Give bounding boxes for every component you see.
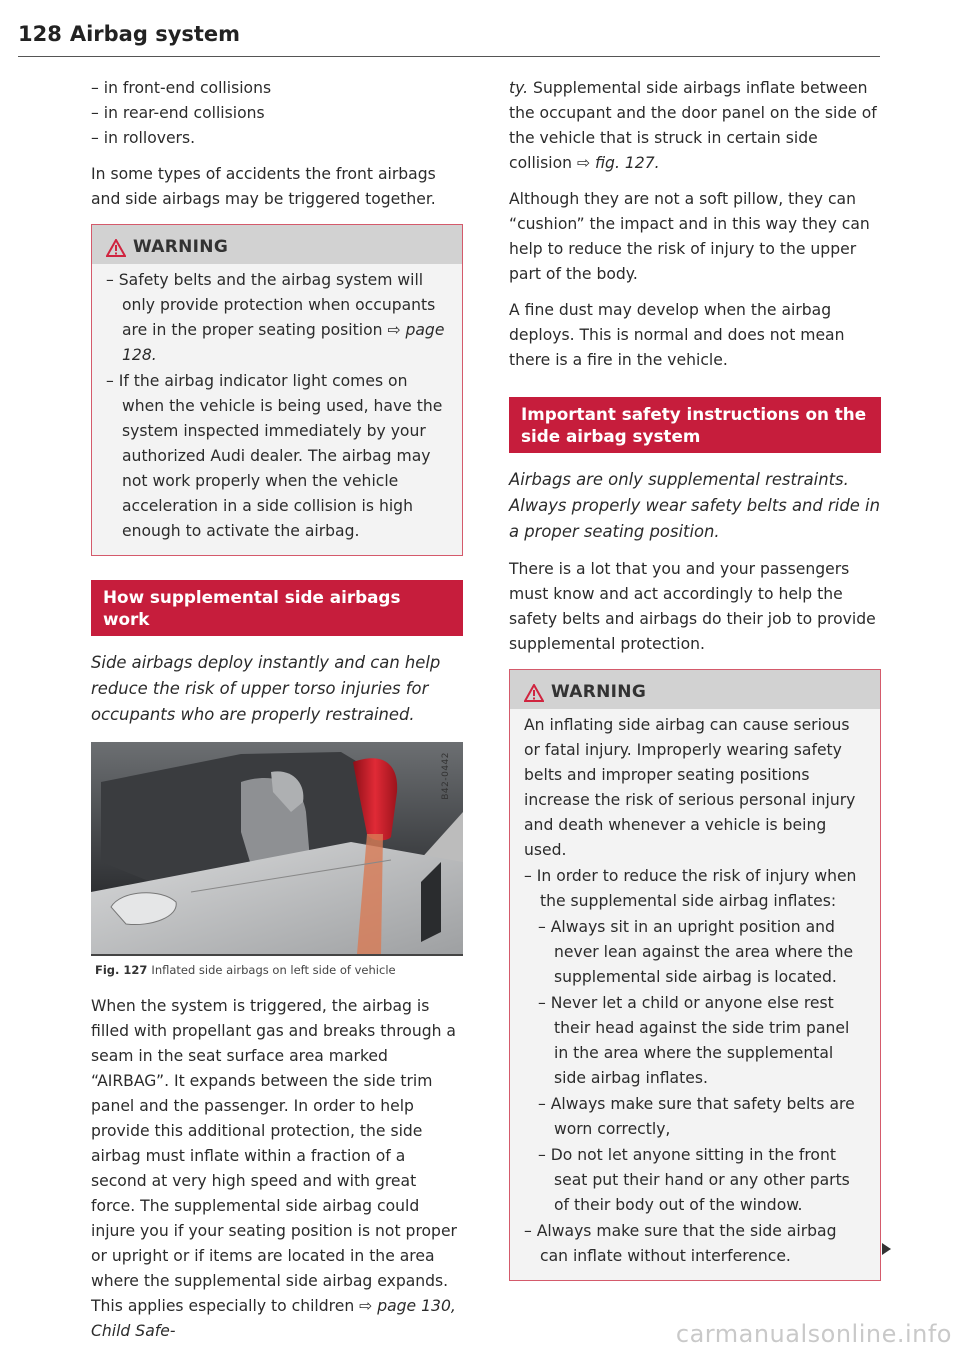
warning-subitem: – Never let a child or anyone else rest their head against the side trim panel in the area where the supplemental side airbag inflates. (538, 994, 850, 1087)
warning-icon (524, 684, 544, 702)
page-reference[interactable]: ⇨ page 130, Child Safe- (91, 1297, 456, 1340)
paragraph-cushion: Although they are not a soft pillow, they can “cushion” the impact and in this way they can help to reduce the risk of injury to the upper part of the body. (509, 190, 870, 283)
figure-reference[interactable]: ⇨ fig. 127. (576, 154, 660, 172)
warning-header (92, 225, 462, 264)
warning-icon (106, 239, 126, 257)
figure-image (91, 742, 463, 956)
watermark: carmanualsonline.info (675, 1320, 952, 1348)
bullet-front: – in front-end collisions (91, 79, 272, 97)
figure-label: Fig. 127 (95, 963, 148, 977)
section-intro: Airbags are only supplemental restraints. Always properly wear safety belts and ride in a proper seating position. (509, 470, 880, 541)
paragraph-trigger: When the system is triggered, the airbag is filled with propellant gas and breaks through a seam in the seat surface area marked “AIRBAG”. It expands between the side trim panel and the passenger. In order to help provide this additional protection, the side airbag must inflate within a fraction of a second at very high speed and with great force. The supplemental side airbag could injure you if your seating position is not proper or upright or if items are located in the area where the supplemental side airbag expands. This applies especially to children ⇨ page 130, Child Safe- (91, 997, 457, 1340)
right-column (509, 76, 881, 1299)
page-header (18, 22, 880, 57)
continue-arrow-icon (882, 1243, 891, 1255)
warning-item: – Always make sure that the side airbag can inflate without interference. (524, 1222, 837, 1265)
warning-title: WARNING (551, 682, 647, 702)
bullet-rear: – in rear-end collisions (91, 104, 265, 122)
page-reference[interactable]: ⇨ page 128. (122, 321, 445, 364)
section-heading: Important safety instructions on the side airbag system (509, 397, 881, 453)
figure (91, 742, 463, 978)
figure-code: B42-0442 (441, 752, 451, 800)
paragraph-dust: A fine dust may develop when the airbag deploys. This is normal and does not mean there is a fire in the vehicle. (509, 301, 845, 369)
warning-item: – If the airbag indicator light comes on when the vehicle is being used, have the system inspected immediately by your authorized Audi dealer. The airbag may not work properly when the vehicle acceleration in a side collision is high enough to activate the airbag. (106, 372, 443, 540)
warning-text: An inflating side airbag can cause serious or fatal injury. Improperly wearing safety belts and improper seating positions increase the risk of serious personal injury and death whenever a vehicle is being used. (524, 716, 856, 859)
warning-item: – In order to reduce the risk of injury when the supplemental side airbag inflates: (524, 867, 857, 910)
page-number: 128 (18, 22, 62, 46)
bullet-rollover: – in rollovers. (91, 129, 196, 147)
left-column (91, 76, 463, 1355)
warning-box (91, 224, 463, 556)
paragraph-triggered-together: In some types of accidents the front airbags and side airbags may be triggered together. (91, 165, 436, 208)
paragraph-passengers: There is a lot that you and your passengers must know and act accordingly to help the safety belts and airbags do their job to provide supplemental protection. (509, 560, 876, 653)
warning-subitem: – Do not let anyone sitting in the front seat put their hand or any other parts of their body out of the window. (538, 1146, 850, 1214)
warning-title: WARNING (133, 237, 229, 257)
warning-item: – Safety belts and the airbag system will only provide protection when occupants are in the proper seating position ⇨ page 128. (106, 271, 445, 364)
section-heading: How supplemental side airbags work (91, 580, 463, 636)
warning-header (510, 670, 880, 709)
warning-subitem: – Always make sure that safety belts are worn correctly, (538, 1095, 855, 1138)
figure-caption: Fig. 127 Inflated side airbags on left side of vehicle (95, 963, 396, 977)
warning-box (509, 669, 881, 1281)
section-intro: Side airbags deploy instantly and can help reduce the risk of upper torso injuries for occupants who are properly restrained. (91, 653, 441, 724)
warning-subitem: – Always sit in an upright position and never lean against the area where the supplemental side airbag is located. (538, 918, 854, 986)
page-title: Airbag system (69, 22, 241, 46)
paragraph-continued: ty. Supplemental side airbags inflate between the occupant and the door panel on the side of the vehicle that is struck in certain side collision ⇨ fig. 127. (509, 79, 877, 172)
car-side-airbag-illustration (91, 742, 463, 954)
